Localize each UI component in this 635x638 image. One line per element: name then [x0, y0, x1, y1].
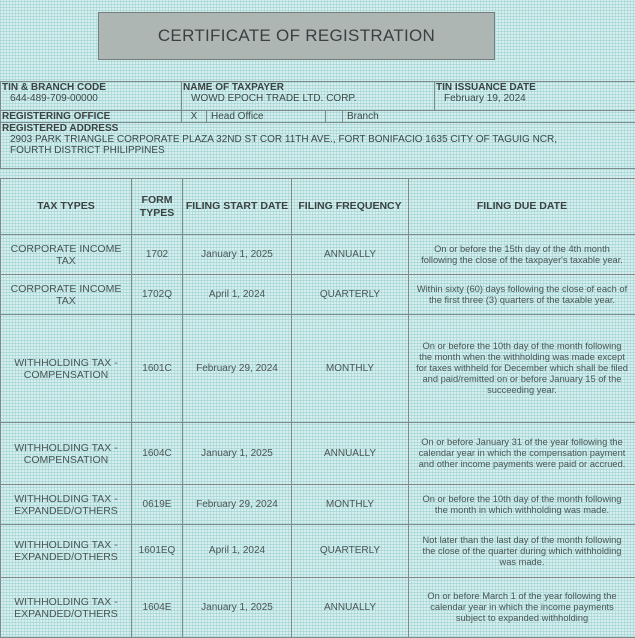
- address-label: REGISTERED ADDRESS: [2, 123, 118, 134]
- start-date-cell: January 1, 2025: [183, 423, 292, 485]
- table-row: [1, 525, 635, 578]
- taxpayer-label: NAME OF TAXPAYER: [183, 82, 284, 93]
- registering-office-label: REGISTERING OFFICE: [1, 111, 182, 123]
- frequency-cell: QUARTERLY: [292, 525, 409, 578]
- table-row: [1, 485, 635, 525]
- due-date-cell: Not later than the last day of the month following the close of the quarter during which withholding was made.: [409, 525, 635, 578]
- start-date-cell: January 1, 2025: [183, 578, 292, 638]
- tin-branch-cell: [1, 82, 182, 111]
- frequency-cell: ANNUALLY: [292, 578, 409, 638]
- tax-type-cell: WITHHOLDING TAX - COMPENSATION: [1, 423, 132, 485]
- registration-info-table: [0, 81, 635, 169]
- head-office-checkmark: X: [182, 111, 207, 122]
- branch-checkbox: [326, 111, 343, 122]
- address-cell: [1, 123, 635, 169]
- start-date-cell: February 29, 2024: [183, 485, 292, 525]
- due-date-cell: On or before the 10th day of the month following the month in which withholding was made.: [409, 485, 635, 525]
- frequency-cell: MONTHLY: [292, 315, 409, 423]
- table-row: [1, 423, 635, 485]
- issuance-cell: [435, 82, 635, 111]
- certificate-title: CERTIFICATE OF REGISTRATION: [98, 12, 495, 60]
- form-type-cell: 1601C: [132, 315, 183, 423]
- header-filing-start-date: FILING START DATE: [183, 179, 292, 235]
- frequency-cell: MONTHLY: [292, 485, 409, 525]
- start-date-cell: April 1, 2024: [183, 275, 292, 315]
- tax-type-cell: CORPORATE INCOME TAX: [1, 235, 132, 275]
- due-date-cell: On or before January 31 of the year following the calendar year in which the compensation payment and other income payments were paid or accrued.: [409, 423, 635, 485]
- form-type-cell: 1601EQ: [132, 525, 183, 578]
- registering-office-cell: [182, 111, 635, 123]
- header-tax-types: TAX TYPES: [1, 179, 132, 235]
- frequency-cell: QUARTERLY: [292, 275, 409, 315]
- due-date-cell: Within sixty (60) days following the close of each of the first three (3) quarters of the taxable year.: [409, 275, 635, 315]
- branch-label: Branch: [343, 111, 383, 122]
- table-row: [1, 275, 635, 315]
- header-form-types: FORM TYPES: [132, 179, 183, 235]
- tax-type-cell: CORPORATE INCOME TAX: [1, 275, 132, 315]
- taxpayer-cell: [182, 82, 435, 111]
- start-date-cell: April 1, 2024: [183, 525, 292, 578]
- start-date-cell: February 29, 2024: [183, 315, 292, 423]
- table-row: [1, 235, 635, 275]
- due-date-cell: On or before March 1 of the year following the calendar year in which the income payments subject to expanded withholding: [409, 578, 635, 638]
- tin-branch-label: TIN & BRANCH CODE: [2, 82, 106, 93]
- tin-branch-value: 644-489-709-00000: [2, 93, 179, 104]
- taxpayer-value: WOWD EPOCH TRADE LTD. CORP.: [183, 93, 432, 104]
- form-type-cell: 1604C: [132, 423, 183, 485]
- header-filing-due-date: FILING DUE DATE: [409, 179, 635, 235]
- form-type-cell: 0619E: [132, 485, 183, 525]
- start-date-cell: January 1, 2025: [183, 235, 292, 275]
- issuance-label: TIN ISSUANCE DATE: [436, 82, 536, 93]
- tax-type-cell: WITHHOLDING TAX - EXPANDED/OTHERS: [1, 525, 132, 578]
- frequency-cell: ANNUALLY: [292, 235, 409, 275]
- issuance-value: February 19, 2024: [436, 93, 633, 104]
- form-type-cell: 1702Q: [132, 275, 183, 315]
- tax-types-table: [0, 178, 635, 638]
- address-value: 2903 PARK TRIANGLE CORPORATE PLAZA 32ND ST COR 11TH AVE., FORT BONIFACIO 1635 CITY OF TAGUIG NCR, FOURTH DISTRICT PHILIPPINES: [2, 134, 633, 156]
- due-date-cell: On or before the 10th day of the month following the month when the withholding was made except for taxes withheld for December which shall be filed and paid/remitted on or before January 15 of the succeeding year.: [409, 315, 635, 423]
- tax-type-cell: WITHHOLDING TAX - EXPANDED/OTHERS: [1, 578, 132, 638]
- head-office-label: Head Office: [207, 111, 326, 122]
- form-type-cell: 1702: [132, 235, 183, 275]
- header-filing-frequency: FILING FREQUENCY: [292, 179, 409, 235]
- frequency-cell: ANNUALLY: [292, 423, 409, 485]
- tax-type-cell: WITHHOLDING TAX - COMPENSATION: [1, 315, 132, 423]
- table-row: [1, 578, 635, 638]
- form-type-cell: 1604E: [132, 578, 183, 638]
- table-row: [1, 315, 635, 423]
- due-date-cell: On or before the 15th day of the 4th month following the close of the taxpayer's taxable year.: [409, 235, 635, 275]
- tax-type-cell: WITHHOLDING TAX - EXPANDED/OTHERS: [1, 485, 132, 525]
